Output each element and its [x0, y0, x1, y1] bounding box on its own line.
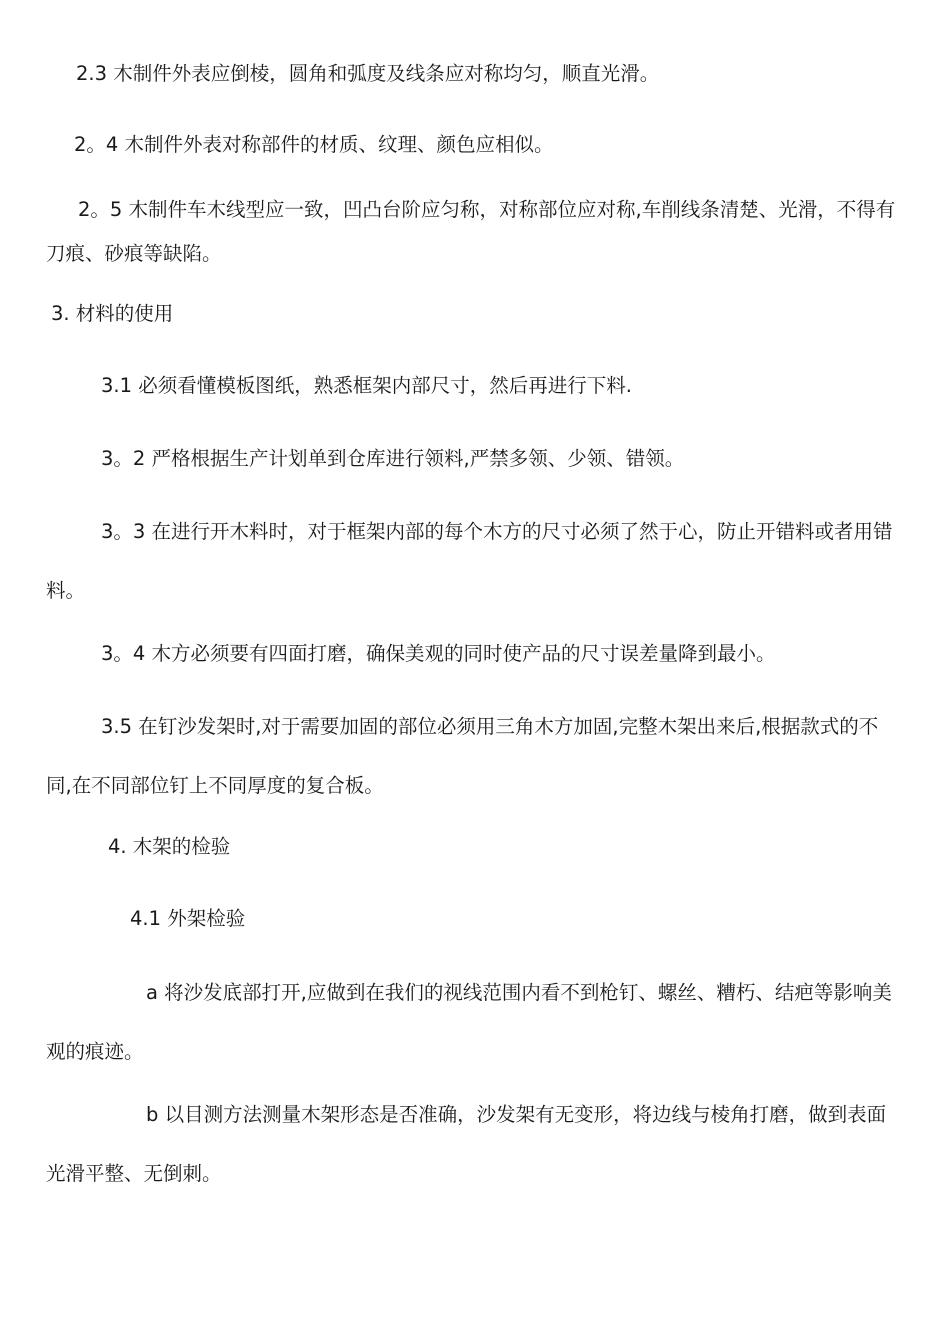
paragraph-2-5: 2。5 木制件车木线型应一致，凹凸台阶应匀称，对称部位应对称,车削线条清楚、光滑，不得有刀痕、砂痕等缺陷。	[46, 198, 896, 265]
paragraph-2-4: 2。4 木制件外表对称部件的材质、纹理、颜色应相似。	[74, 133, 554, 156]
paragraph-3-3: 3。3 在进行开木料时，对于框架内部的每个木方的尺寸必须了然于心，防止开错料或者用错料。	[46, 520, 893, 602]
paragraph-2-3: 2.3 木制件外表应倒棱，圆角和弧度及线条应对称均匀，顺直光滑。	[76, 62, 660, 85]
subsection-heading-4-1: 4.1 外架检验	[130, 907, 246, 930]
paragraph-3-1: 3.1 必须看懂模板图纸，熟悉框架内部尺寸，然后再进行下料.	[101, 374, 632, 397]
paragraph-3-5: 3.5 在钉沙发架时,对于需要加固的部位必须用三角木方加固,完整木架出来后,根据款式的不同,在不同部位钉上不同厚度的复合板。	[46, 715, 879, 797]
paragraph-item-a: a 将沙发底部打开,应做到在我们的视线范围内看不到枪钉、螺丝、糟朽、结疤等影响美观的痕迹。	[46, 981, 892, 1063]
section-heading-4: 4. 木架的检验	[108, 835, 231, 858]
paragraph-item-b: b 以目测方法测量木架形态是否准确，沙发架有无变形，将边线与棱角打磨，做到表面光滑平整、无倒刺。	[46, 1103, 887, 1185]
paragraph-3-4: 3。4 木方必须要有四面打磨，确保美观的同时使产品的尺寸误差量降到最小。	[101, 642, 776, 665]
section-heading-3: 3. 材料的使用	[51, 302, 174, 325]
paragraph-3-2: 3。2 严格根据生产计划单到仓库进行领料,严禁多领、少领、错领。	[101, 447, 685, 470]
